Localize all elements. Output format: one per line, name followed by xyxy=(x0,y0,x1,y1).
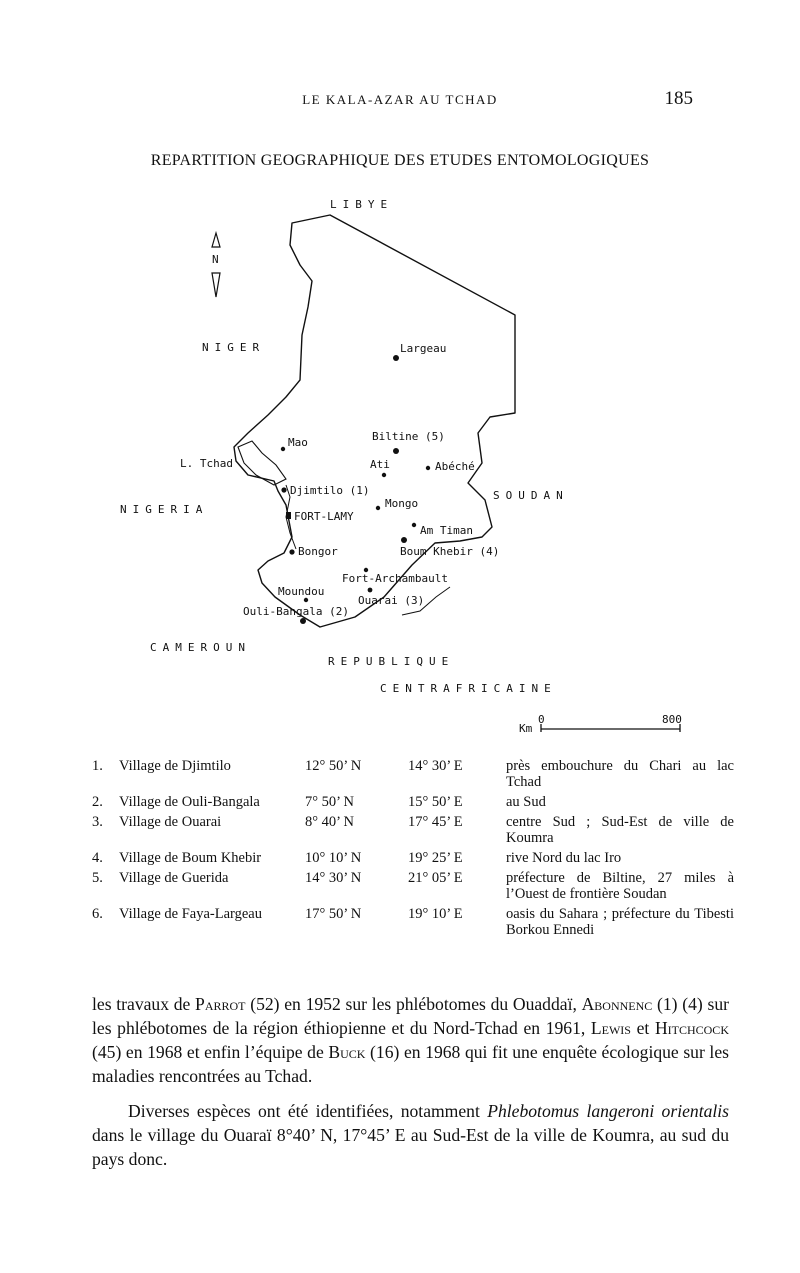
table-row xyxy=(92,758,734,794)
text-run: les travaux de xyxy=(92,994,196,1014)
text-run: (1) (4) sur les phlébotomes de la région éthiopienne et du Nord-Tchad en 1961, xyxy=(92,994,729,1038)
longitude: 19° 25’ E xyxy=(408,850,463,866)
table-row xyxy=(92,870,734,906)
lake-chad-outline xyxy=(238,441,286,485)
label-bongor: Bongor xyxy=(298,545,338,558)
author-hitchcock: Hitchcock xyxy=(654,1018,729,1038)
row-number: 6. xyxy=(92,906,103,922)
row-number: 2. xyxy=(92,794,103,810)
village-name: Village de Guerida xyxy=(119,870,229,886)
label-libye: LIBYE xyxy=(330,198,394,211)
body-paragraph-1 xyxy=(92,992,729,1088)
label-lake-chad: L. Tchad xyxy=(180,457,233,470)
label-soudan: SOUDAN xyxy=(493,489,569,502)
label-ati: Ati xyxy=(370,458,390,471)
location-description: au Sud xyxy=(506,794,546,810)
label-fort-lamy: FORT-LAMY xyxy=(294,510,354,523)
scale-end: 800 xyxy=(662,713,682,726)
label-mongo: Mongo xyxy=(385,497,419,510)
row-number: 5. xyxy=(92,870,103,886)
species-name: Phlebotomus langeroni orientalis xyxy=(487,1101,729,1121)
label-moundou: Moundou xyxy=(278,585,325,598)
chad-border xyxy=(234,215,515,627)
label-niger: NIGER xyxy=(202,341,266,354)
page-number: 185 xyxy=(664,88,693,109)
village-name: Village de Faya-Largeau xyxy=(119,906,262,922)
label-boum-khebir: Boum Khebir (4) xyxy=(400,545,500,558)
location-description: rive Nord du lac Iro xyxy=(506,850,622,866)
row-number: 4. xyxy=(92,850,103,866)
location-description: centre Sud ; Sud-Est de ville de Koumra xyxy=(506,814,734,846)
row-number: 3. xyxy=(92,814,103,830)
chad-map xyxy=(0,185,800,745)
label-mao: Mao xyxy=(288,436,308,449)
text-run: Diverses espèces ont été identifiées, notamment xyxy=(128,1101,488,1121)
scale-bar xyxy=(519,713,682,735)
label-djimtilo: Djimtilo (1) xyxy=(290,484,370,497)
location-description: préfecture de Biltine, 27 miles à l’Ouest de frontière Soudan xyxy=(506,870,734,902)
figure-title: REPARTITION GEOGRAPHIQUE DES ETUDES ENTOMOLOGIQUES xyxy=(150,152,650,169)
scale-start: 0 xyxy=(538,713,545,726)
latitude: 7° 50’ N xyxy=(305,794,355,810)
latitude: 17° 50’ N xyxy=(305,906,362,922)
localities-table xyxy=(92,758,734,942)
label-ouarai: Ouarai (3) xyxy=(358,594,425,607)
longitude: 19° 10’ E xyxy=(408,906,463,922)
label-rca-line2: CENTRAFRICAINE xyxy=(380,682,557,695)
text-run: (16) en 1968 qui fit une enquête écologique sur les maladies rencontrées au Tchad. xyxy=(92,1042,729,1086)
village-name: Village de Ouarai xyxy=(119,814,222,830)
row-number: 1. xyxy=(92,758,103,774)
village-name: Village de Boum Khebir xyxy=(119,850,262,866)
text-run: (52) en 1952 sur les phlébotomes du Ouaddaï, xyxy=(245,994,582,1014)
author-parrot: Parrot xyxy=(195,994,246,1014)
table-row xyxy=(92,850,734,870)
label-nigeria: NIGERIA xyxy=(120,503,209,516)
table-row xyxy=(92,906,734,942)
longitude: 21° 05’ E xyxy=(408,870,463,886)
label-fort-archambault: Fort-Archambault xyxy=(342,572,448,585)
label-ouli-bangala: Ouli-Bangala (2) xyxy=(243,605,349,618)
latitude: 10° 10’ N xyxy=(305,850,362,866)
latitude: 12° 50’ N xyxy=(305,758,362,774)
author-abonnenc: Abonnenc xyxy=(581,994,653,1014)
location-description: près embouchure du Chari au lac Tchad xyxy=(506,758,734,790)
village-name: Village de Ouli-Bangala xyxy=(119,794,260,810)
table-row xyxy=(92,814,734,850)
location-description: oasis du Sahara ; préfecture du Tibesti Borkou Ennedi xyxy=(506,906,734,938)
text-run: dans le village du Ouaraï 8°40’ N, 17°45’ E au Sud-Est de la ville de Koumra, au sud du pays donc. xyxy=(92,1125,729,1169)
label-biltine: Biltine (5) xyxy=(372,430,445,443)
label-largeau: Largeau xyxy=(400,342,447,355)
longitude: 15° 50’ E xyxy=(408,794,463,810)
author-lewis: Lewis xyxy=(590,1018,631,1038)
latitude: 14° 30’ N xyxy=(305,870,362,886)
text-run: (45) en 1968 et enfin l’équipe de xyxy=(92,1042,329,1062)
label-rca-line1: REPUBLIQUE xyxy=(328,655,455,668)
longitude: 14° 30’ E xyxy=(408,758,463,774)
author-buck: Buck xyxy=(328,1042,366,1062)
label-abeche: Abéché xyxy=(435,460,475,473)
label-am-timan: Am Timan xyxy=(420,524,473,537)
longitude: 17° 45’ E xyxy=(408,814,463,830)
body-paragraph-2 xyxy=(92,1099,729,1171)
village-name: Village de Djimtilo xyxy=(119,758,231,774)
table-row xyxy=(92,794,734,814)
north-label: N xyxy=(212,253,219,266)
label-cameroun: CAMEROUN xyxy=(150,641,251,654)
scale-unit: Km xyxy=(519,722,533,735)
running-title: LE KALA-AZAR AU TCHAD xyxy=(302,92,498,107)
latitude: 8° 40’ N xyxy=(305,814,355,830)
text-run: et xyxy=(630,1018,655,1038)
